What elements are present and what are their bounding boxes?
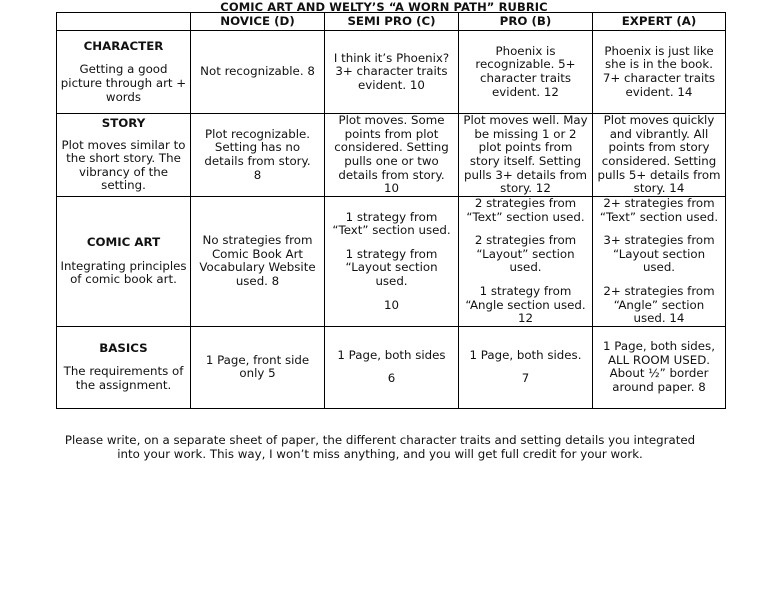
row-header-story — [57, 114, 191, 197]
cell-expert: 1 Page, both sides, ALL ROOM USED. About ½” border around paper. 8 — [593, 326, 726, 408]
cell-novice: Not recognizable. 8 — [191, 31, 325, 114]
category-description: Plot moves similar to the short story. The vibrancy of the setting. — [61, 137, 186, 193]
cell-score: 10 — [383, 297, 399, 312]
cell-semi-pro — [325, 114, 459, 197]
cell-score: 7 — [521, 371, 530, 386]
rubric-row-story — [57, 114, 726, 197]
cell-expert — [593, 197, 726, 327]
category-description: The requirements of the assignment. — [63, 364, 184, 393]
cell-pro — [459, 326, 593, 408]
cell-expert: Plot moves quickly and vibrantly. All points from story considered. Setting pulls 5+ details from story. 14 — [593, 114, 726, 197]
cell-text: 2+ strategies from “Text” section used. — [599, 196, 719, 224]
cell-pro — [459, 197, 593, 327]
cell-novice: No strategies from Comic Book Art Vocabulary Website used. 8 — [191, 197, 325, 327]
header-novice: NOVICE (D) — [191, 13, 325, 31]
cell-semi-pro — [325, 197, 459, 327]
cell-semi-pro: I think it’s Phoenix? 3+ character traits evident. 10 — [325, 31, 459, 114]
cell-text: 2 strategies from “Layout” section used. — [474, 233, 577, 275]
instructions-note: Please write, on a separate sheet of paper, the different character traits and setting details you integrated into your work. This way, I won’t miss anything, and you will get full credit for your work. — [64, 433, 696, 461]
cell-text: 1 Page, both sides — [337, 347, 446, 362]
rubric-row-character — [57, 31, 726, 114]
cell-text: 1 strategy from “Angle section used. — [465, 283, 586, 312]
cell-text: 1 strategy from “Layout section used. — [345, 246, 438, 288]
header-cell-blank — [57, 13, 191, 31]
category-label: BASICS — [99, 340, 148, 355]
cell-novice: 1 Page, front side only 5 — [191, 326, 325, 408]
row-header-character — [57, 31, 191, 114]
cell-text: Plot recognizable. Setting has no details from story. — [204, 126, 311, 168]
header-pro: PRO (B) — [459, 13, 593, 31]
page-title: COMIC ART AND WELTY’S “A WORN PATH” RUBRIC — [220, 0, 548, 14]
category-description: Getting a good picture through art + words — [60, 62, 187, 104]
row-header-basics — [57, 326, 191, 408]
row-header-comic-art — [57, 197, 191, 327]
cell-text: Plot moves. Some points from plot considered. Setting pulls one or two details from story. — [334, 113, 449, 182]
cell-text: 1 strategy from “Text” section used. — [332, 209, 451, 238]
header-expert: EXPERT (A) — [593, 13, 726, 31]
cell-text: 3+ strategies from “Layout section used. — [603, 233, 715, 275]
cell-score: 6 — [387, 371, 396, 386]
cell-score: 8 — [253, 167, 262, 182]
cell-pro: Plot moves well. May be missing 1 or 2 plot points from story itself. Setting pulls 3+ details from story. 12 — [459, 114, 593, 197]
header-row — [57, 13, 726, 31]
cell-text: 2+ strategies from “Angle” section used. 14 — [603, 283, 715, 326]
category-label: STORY — [101, 116, 146, 131]
rubric-table — [56, 12, 726, 409]
rubric-row-basics — [57, 326, 726, 408]
cell-pro: Phoenix is recognizable. 5+ character traits evident. 12 — [459, 31, 593, 114]
cell-score: 10 — [383, 181, 399, 196]
cell-text: 1 Page, both sides. — [469, 347, 582, 362]
category-label: CHARACTER — [83, 38, 164, 53]
cell-semi-pro — [325, 326, 459, 408]
category-label: COMIC ART — [86, 234, 161, 249]
cell-novice — [191, 114, 325, 197]
rubric-row-comic-art — [57, 197, 726, 327]
cell-score: 12 — [517, 311, 533, 326]
cell-expert: Phoenix is just like she is in the book. 7+ character traits evident. 14 — [593, 31, 726, 114]
cell-text: 2 strategies from “Text” section used. — [466, 196, 585, 224]
header-semi-pro: SEMI PRO (C) — [325, 13, 459, 31]
category-description: Integrating principles of comic book art. — [60, 258, 187, 287]
